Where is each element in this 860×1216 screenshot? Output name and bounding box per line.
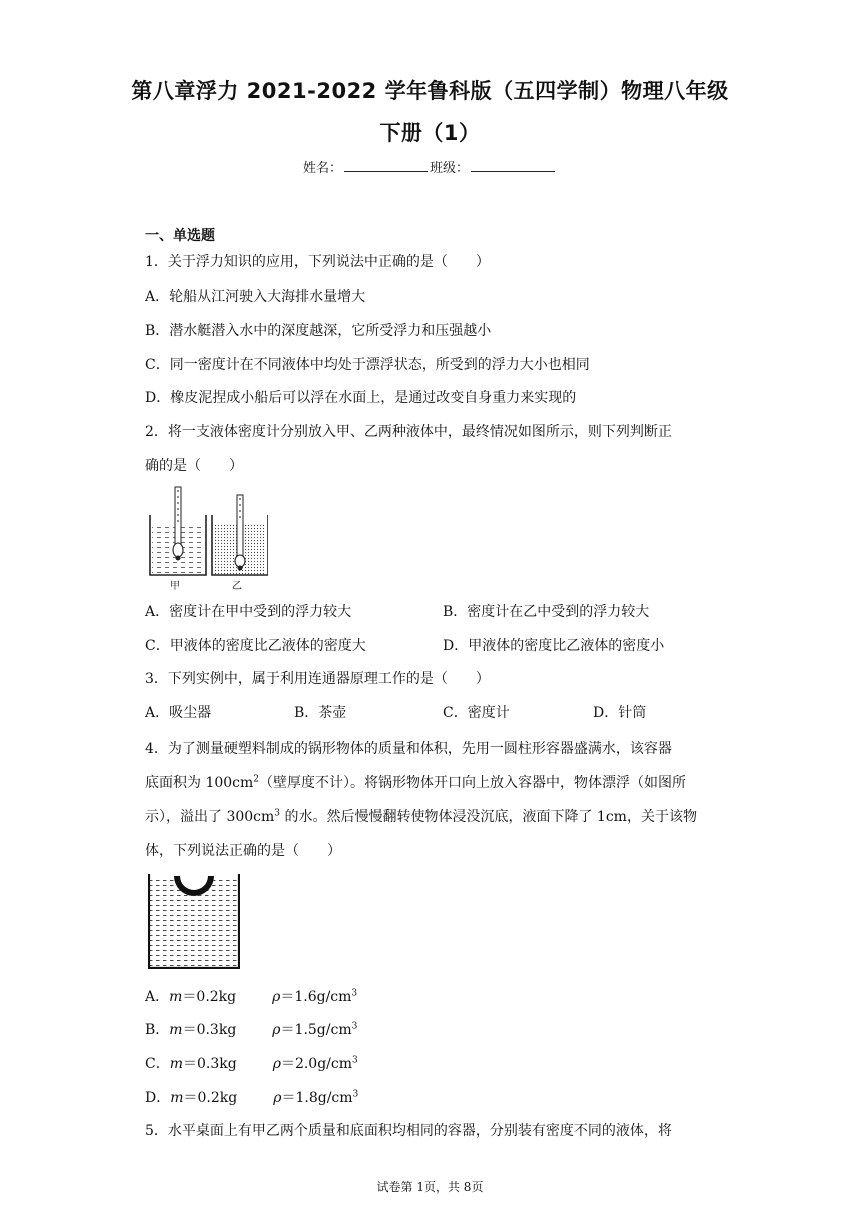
q1-option-d[interactable]: D．橡皮泥捏成小船后可以浮在水面上，是通过改变自身重力来实现的 bbox=[145, 390, 577, 406]
q3-option-d[interactable]: D．针筒 bbox=[593, 705, 647, 721]
q4-option-b[interactable]: B．m＝0.3kg $\rho=1.5g/cm^3$ bbox=[145, 1021, 358, 1038]
q2-option-c[interactable]: C．甲液体的密度比乙液体的密度大 bbox=[145, 638, 366, 654]
q2-stem-line1: 2．将一支液体密度计分别放入甲、乙两种液体中，最终情况如图所示，则下列判断正 bbox=[145, 424, 672, 440]
q2-option-b[interactable]: B．密度计在乙中受到的浮力较大 bbox=[443, 604, 650, 620]
name-label: 姓名： bbox=[302, 161, 342, 176]
page-title-line1: 第八章浮力 2021-2022 学年鲁科版（五四学制）物理八年级 bbox=[131, 79, 729, 103]
q3-option-b[interactable]: B．茶壶 bbox=[294, 705, 347, 721]
page-footer: 试卷第 1页，共 8页 bbox=[376, 1180, 484, 1194]
q4-container-figure bbox=[148, 873, 240, 969]
q2-option-d[interactable]: D．甲液体的密度比乙液体的密度小 bbox=[443, 638, 665, 654]
q5-stem-line1: 5．水平桌面上有甲乙两个质量和底面积均相同的容器，分别装有密度不同的液体，将 bbox=[145, 1123, 672, 1139]
student-info bbox=[0, 157, 860, 176]
q3-option-a[interactable]: A．吸尘器 bbox=[145, 705, 212, 721]
q2-stem-line2: 确的是（ ） bbox=[145, 458, 243, 474]
name-blank[interactable] bbox=[344, 159, 428, 172]
q2-hydrometer-figure bbox=[148, 485, 268, 580]
q3-option-c[interactable]: C．密度计 bbox=[443, 705, 510, 721]
q4-stem-line3: 示），溢出了 $300cm^3$ 的水。然后慢慢翻转使物体浸没沉底，液面下降了 1cm，关于该物 bbox=[145, 808, 697, 825]
q4-option-d[interactable]: D．m＝0.2kg $\rho=1.8g/cm^3$ bbox=[145, 1089, 359, 1106]
class-label: 班级： bbox=[430, 161, 470, 176]
q4-option-c[interactable]: C．m＝0.3kg $\rho=2.0g/cm^3$ bbox=[145, 1055, 358, 1072]
q1-option-b[interactable]: B．潜水艇潜入水中的深度越深，它所受浮力和压强越小 bbox=[145, 323, 492, 339]
hydrometer-jia-stem bbox=[175, 487, 181, 545]
hydrometer-yi-bulb bbox=[235, 555, 245, 567]
q1-option-c[interactable]: C．同一密度计在不同液体中均处于漂浮状态，所受到的浮力大小也相同 bbox=[145, 357, 590, 373]
fig-label-jia: 甲 bbox=[170, 581, 180, 592]
q4-stem-line1: 4．为了测量硬塑料制成的锅形物体的质量和体积，先用一圆柱形容器盛满水，该容器 bbox=[145, 741, 672, 757]
hydrometer-jia-bulb bbox=[173, 543, 183, 557]
q4-stem-line4: 体，下列说法正确的是（ ） bbox=[145, 843, 341, 859]
q4-option-a[interactable]: A．m＝0.2kg $\rho=1.6g/cm^3$ bbox=[145, 988, 358, 1005]
q1-stem: 1．关于浮力知识的应用，下列说法中正确的是（ ） bbox=[145, 254, 490, 270]
page-title-line2: 下册（1） bbox=[379, 121, 481, 145]
q2-option-a[interactable]: A．密度计在甲中受到的浮力较大 bbox=[145, 604, 352, 620]
fig-label-yi: 乙 bbox=[232, 581, 242, 592]
section-heading: 一、单选题 bbox=[145, 228, 215, 244]
class-blank[interactable] bbox=[471, 159, 555, 172]
hydrometer-yi-stem bbox=[237, 495, 243, 557]
q4-stem-line2: 底面积为 $100cm^2$（壁厚度不计）。将锅形物体开口向上放入容器中，物体漂浮（如图所 bbox=[145, 774, 687, 791]
q1-option-a[interactable]: A．轮船从江河驶入大海排水量增大 bbox=[145, 289, 366, 305]
q3-stem: 3．下列实例中，属于利用连通器原理工作的是（ ） bbox=[145, 671, 490, 687]
